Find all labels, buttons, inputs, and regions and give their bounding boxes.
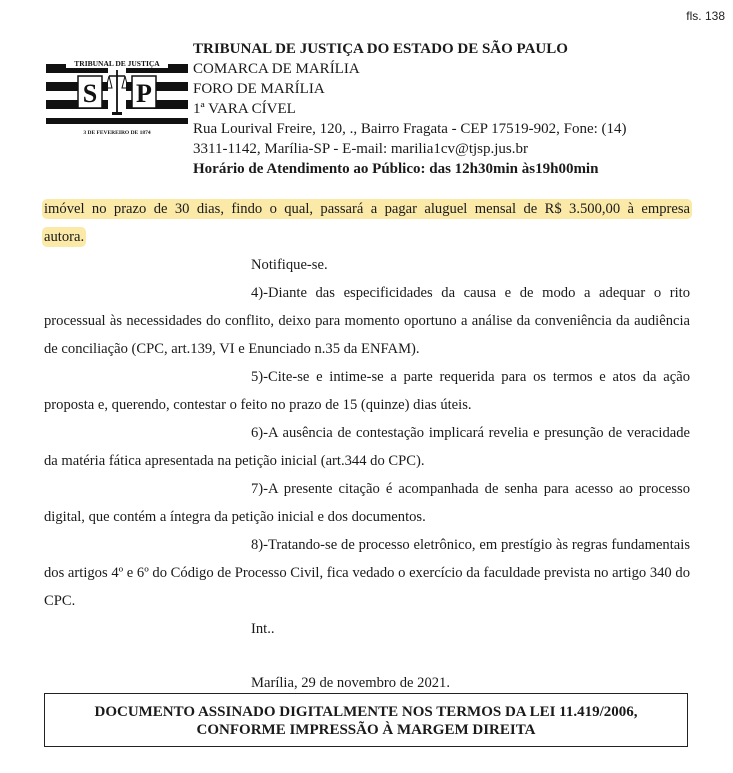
paragraph-4 <box>44 279 690 363</box>
paragraph-7 <box>44 475 690 531</box>
foro: FORO DE MARÍLIA <box>193 81 325 97</box>
paragraph-5 <box>44 363 690 419</box>
paragraph-7-text: 7)-A presente citação é acompanhada de senha para acesso ao processo digital, que contém a íntegra da petição inicial e dos documentos. <box>44 481 690 525</box>
notice-line-2: CONFORME IMPRESSÃO À MARGEM DIREITA <box>196 722 536 738</box>
int-text: Int.. <box>251 621 275 637</box>
tjsp-coat-of-arms-icon <box>46 38 188 142</box>
paragraph-8-text: 8)-Tratando-se de processo eletrônico, em prestígio às regras fundamentais dos artigos 4º e 6º do Código de Processo Civil, fica vedado o exercício da faculdade prevista no artigo 340 do CPC. <box>44 537 690 609</box>
court-name: TRIBUNAL DE JUSTIÇA DO ESTADO DE SÃO PAULO <box>193 41 568 57</box>
office-hours: Horário de Atendimento ao Público: das 12h30min às19h00min <box>193 161 599 177</box>
notifique-text: Notifique-se. <box>251 257 328 273</box>
notice-line-1: DOCUMENTO ASSINADO DIGITALMENTE NOS TERMOS DA LEI 11.419/2006, <box>94 704 638 720</box>
logo-bottom-text: 3 DE FEVEREIRO DE 1874 <box>83 130 151 136</box>
document-date: Marília, 29 de novembro de 2021. <box>251 675 450 691</box>
highlighted-paragraph <box>44 195 690 251</box>
paragraph-5-text: 5)-Cite-se e intime-se a parte requerida para os termos e atos da ação proposta e, querendo, contestar o feito no prazo de 15 (quinze) dias úteis. <box>44 369 690 413</box>
vara: 1ª VARA CÍVEL <box>193 101 296 117</box>
logo-top-text: TRIBUNAL DE JUSTIÇA <box>74 59 160 68</box>
notifique-paragraph <box>44 251 690 279</box>
logo-left-letter: S <box>82 79 98 108</box>
comarca: COMARCA DE MARÍLIA <box>193 61 360 77</box>
paragraph-6-text: 6)-A ausência de contestação implicará revelia e presunção de veracidade da matéria fática apresentada na petição inicial (art.344 do CPC). <box>44 425 690 469</box>
paragraph-4-text: 4)-Diante das especificidades da causa e de modo a adequar o rito processual às necessidades do conflito, deixo para momento oportuno a análise da conveniência da audiência de conciliação (CPC, art.139, VI e Enunciado n.35 da ENFAM). <box>44 285 690 357</box>
paragraph-6 <box>44 419 690 475</box>
court-info <box>193 39 627 179</box>
int-paragraph <box>44 615 690 643</box>
logo-right-letter: P <box>136 79 152 108</box>
highlighted-text-line-1: imóvel no prazo de 30 dias, findo o qual, passará a pagar aluguel mensal de R$ 3.500,00 à empresa <box>44 201 690 217</box>
address-line-2: 3311-1142, Marília-SP - E-mail: marilia1cv@tjsp.jus.br <box>193 141 529 157</box>
document-header <box>46 36 706 186</box>
digital-signature-notice <box>44 693 688 747</box>
paragraph-8 <box>44 531 690 615</box>
address-line-1: Rua Lourival Freire, 120, ., Bairro Fragata - CEP 17519-902, Fone: (14) <box>193 121 627 137</box>
page-number-marker: fls. 138 <box>686 9 725 23</box>
highlighted-text-line-2: autora. <box>44 229 85 245</box>
